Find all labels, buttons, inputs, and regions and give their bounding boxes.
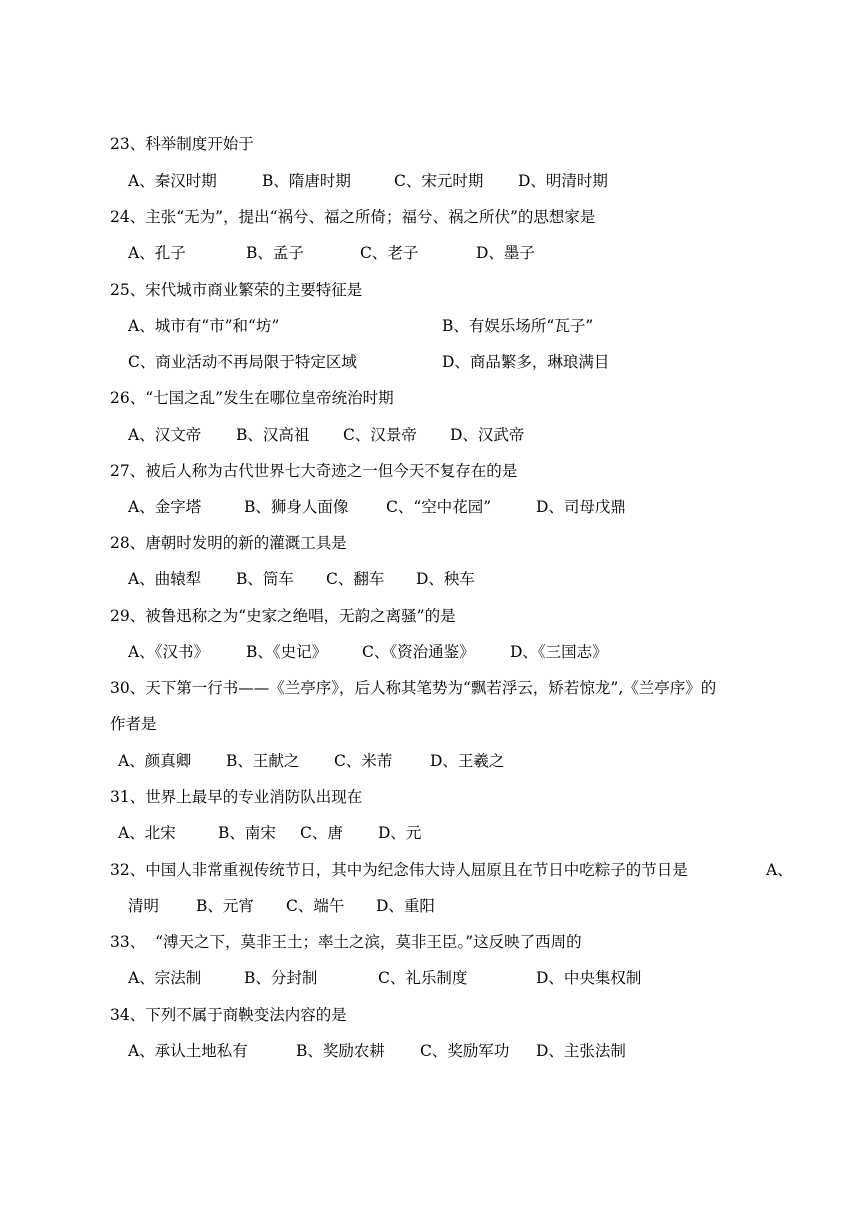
question-24-option-c: C、老子 [360,244,419,262]
question-27-stem: 27、被后人称为古代世界七大奇迹之一但今天不复存在的是 [110,462,518,480]
question-31-option-b: B、南宋 [218,824,276,842]
question-24-option-b: B、孟子 [246,244,304,262]
question-32-option-a-letter: A、 [766,861,793,879]
question-34-option-d: D、主张法制 [536,1042,626,1060]
question-32-stem: 32、中国人非常重视传统节日，其中为纪念伟大诗人屈原且在节日中吃粽子的节日是 [110,861,688,879]
question-28-stem: 28、唐朝时发明的新的灌溉工具是 [110,534,347,552]
question-26-option-c: C、汉景帝 [343,426,417,444]
question-27-option-b: B、狮身人面像 [244,498,349,516]
question-33-option-d: D、中央集权制 [536,969,642,987]
question-26-stem: 26、“七国之乱”发生在哪位皇帝统治时期 [110,389,394,407]
question-23-stem: 23、科举制度开始于 [110,135,254,153]
question-31-option-c: C、唐 [300,824,343,842]
question-24-option-a: A、孔子 [128,244,186,262]
question-30-stem: 30、天下第一行书——《兰亭序》，后人称其笔势为“飘若浮云，矫若惊龙”,《兰亭序》的 [110,679,717,697]
question-23-option-b: B、隋唐时期 [262,172,351,190]
question-28-option-a: A、曲辕犁 [128,570,202,588]
question-23-option-c: C、宋元时期 [394,172,484,190]
question-30-option-d: D、王羲之 [430,752,505,770]
question-32-option-b: B、元宵 [196,897,254,915]
question-28-option-d: D、秧车 [416,570,475,588]
question-29-option-a: A、《汉书》 [128,643,209,661]
question-33-option-b: B、分封制 [244,969,318,987]
question-26-option-a: A、汉文帝 [128,426,202,444]
question-23-option-d: D、明清时期 [518,172,608,190]
question-23-option-a: A、秦汉时期 [128,172,217,190]
question-29-stem: 29、被鲁迅称之为“史家之绝唱，无韵之离骚”的是 [110,607,456,625]
question-25-option-a: A、城市有“市”和“坊” [128,317,280,335]
question-28-option-c: C、翻车 [326,570,385,588]
question-30-option-b: B、王献之 [226,752,300,770]
question-31-option-d: D、元 [378,824,422,842]
question-33-stem: 33、 “溥天之下，莫非王土；率土之滨，莫非王臣。”这反映了西周的 [110,933,582,951]
question-29-option-d: D、《三国志》 [510,643,608,661]
question-29-option-b: B、《史记》 [246,643,328,661]
question-30-option-a: A、颜真卿 [118,752,192,770]
question-33-option-c: C、礼乐制度 [378,969,468,987]
question-34-option-c: C、奖励军功 [420,1042,510,1060]
question-32-option-c: C、端午 [286,897,345,915]
question-32-option-d: D、重阳 [376,897,435,915]
question-31-stem: 31、世界上最早的专业消防队出现在 [110,788,363,806]
question-27-option-c: C、“空中花园” [386,498,492,516]
question-30-option-c: C、米芾 [334,752,393,770]
question-33-option-a: A、宗法制 [128,969,202,987]
question-26-option-b: B、汉高祖 [236,426,310,444]
question-25-option-c: C、商业活动不再局限于特定区域 [128,353,357,371]
question-31-option-a: A、北宋 [118,824,176,842]
question-25-option-d: D、商品繁多，琳琅满目 [442,353,610,371]
question-24-stem: 24、主张“无为”，提出“祸兮、福之所倚；福兮、祸之所伏”的思想家是 [110,208,596,226]
question-27-option-d: D、司母戊鼎 [536,498,626,516]
question-27-option-a: A、金字塔 [128,498,202,516]
question-34-option-a: A、承认土地私有 [128,1042,248,1060]
question-32-option-a: 清明 [128,897,160,915]
question-34-stem: 34、下列不属于商鞅变法内容的是 [110,1006,347,1024]
question-26-option-d: D、汉武帝 [450,426,525,444]
question-24-option-d: D、墨子 [476,244,535,262]
question-30-stem-continued: 作者是 [110,715,157,733]
question-29-option-c: C、《资治通鉴》 [362,643,475,661]
question-28-option-b: B、筒车 [236,570,294,588]
question-25-stem: 25、宋代城市商业繁荣的主要特征是 [110,281,363,299]
question-25-option-b: B、有娱乐场所“瓦子” [442,317,594,335]
question-34-option-b: B、奖励农耕 [296,1042,385,1060]
